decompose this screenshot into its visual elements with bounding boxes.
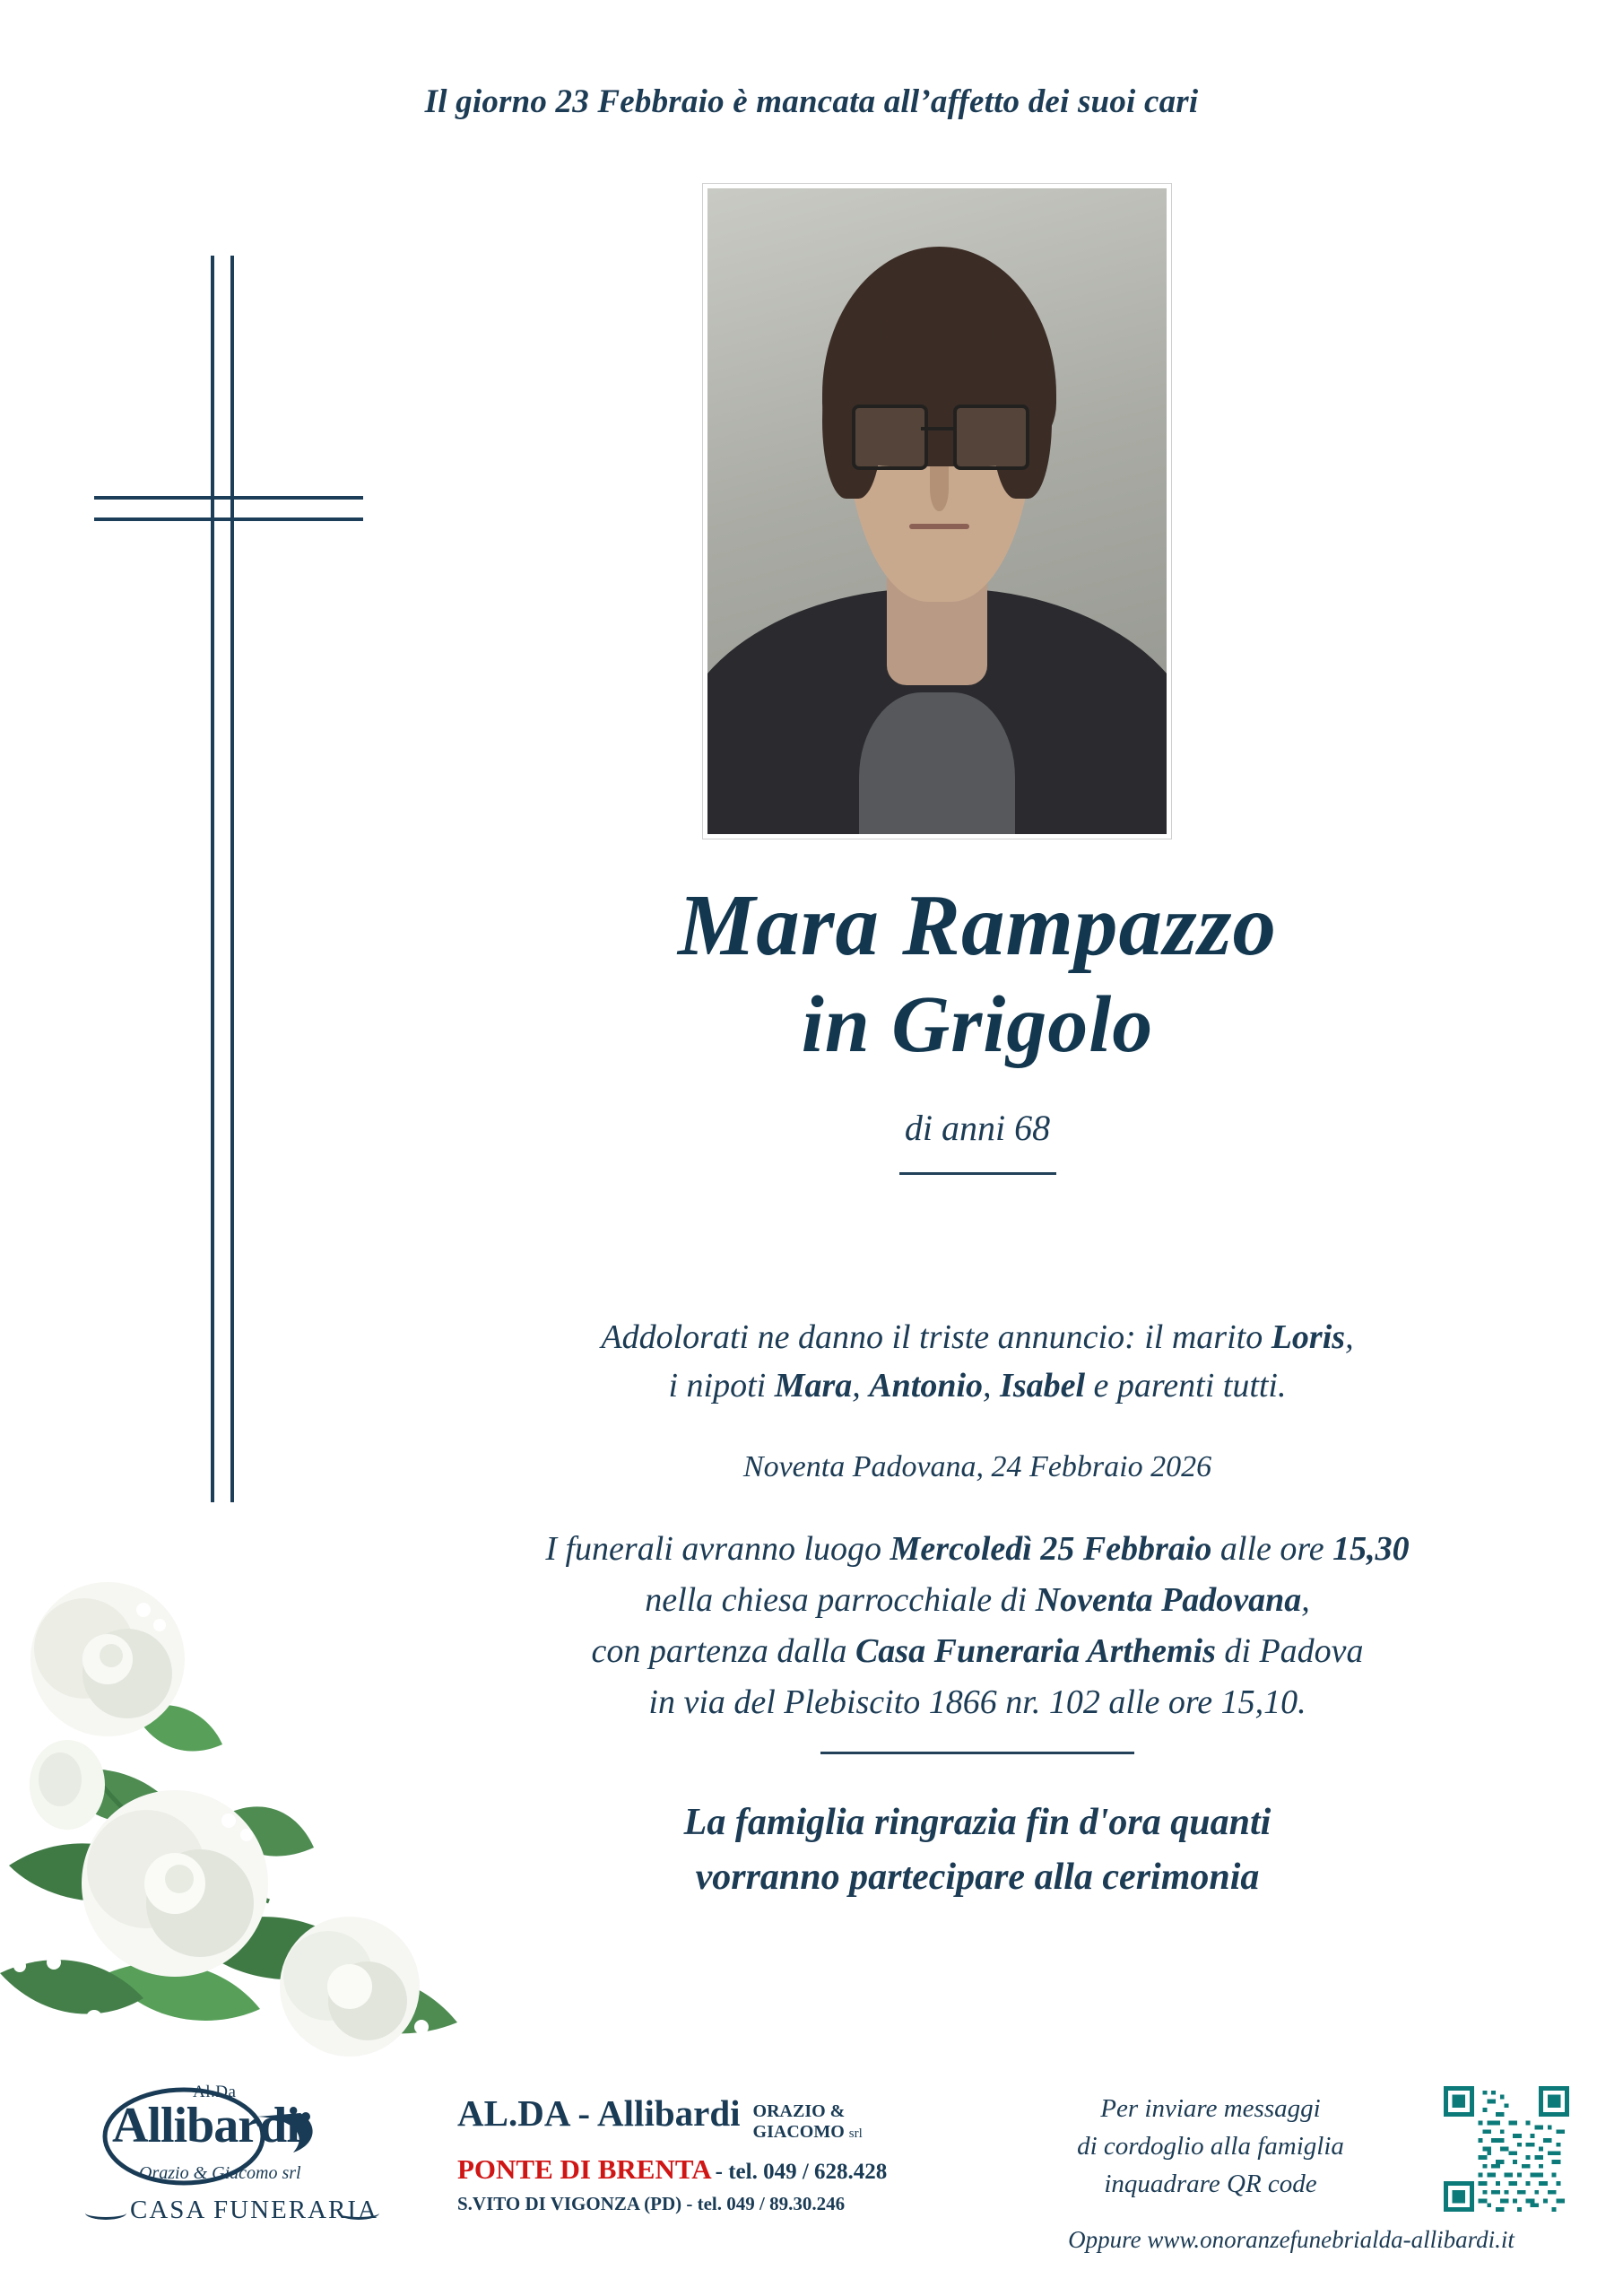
deceased-name-line2: in Grigolo (801, 979, 1154, 1069)
logo-allibardi-text: Allibardi (112, 2098, 299, 2153)
mourners-line-1 (377, 1314, 1578, 1362)
funeral-line-3 (377, 1626, 1578, 1677)
portrait-photo (703, 184, 1171, 839)
funeral-time: 15,30 (1332, 1529, 1410, 1568)
agency-owner-line1: ORAZIO & (752, 2101, 846, 2122)
funeral-home: Casa Funeraria Arthemis (855, 1631, 1216, 1670)
swirl-left-icon (85, 2206, 126, 2220)
funeral-l1-pre: I funerali avranno luogo (545, 1529, 890, 1568)
funeral-line-4: in via del Plebiscito 1866 nr. 102 alle ore 15,10. (648, 1683, 1306, 1721)
agency-phone: - tel. 049 / 628.428 (715, 2160, 888, 2185)
divider (899, 1172, 1056, 1175)
funeral-home-logo (85, 2081, 381, 2251)
funeral-line-1 (377, 1524, 1578, 1575)
agency-owner-line2: GIACOMO (752, 2122, 845, 2143)
place-and-date: Noventa Padovana, 24 Febbraio 2026 (742, 1449, 1212, 1483)
mourners-line-2 (377, 1362, 1578, 1411)
mourners-line1-pre: Addolorati ne danno il triste annuncio: il marito (601, 1318, 1271, 1356)
logo-alda-text: Al.Da (193, 2083, 237, 2101)
funeral-l3-pre: con partenza dalla (591, 1631, 855, 1670)
sep-1: , (852, 1366, 870, 1405)
funeral-l2-pre: nella chiesa parrocchiale di (645, 1580, 1036, 1619)
mourners-line2-pre: i nipoti (668, 1366, 775, 1405)
logo-owners-text: Orazio & Giacomo srl (139, 2163, 301, 2183)
website-url: Oppure www.onoranzefunebrialda-allibardi.it (1068, 2226, 1515, 2253)
thanks-line-1: La famiglia ringrazia fin d'ora quanti (683, 1801, 1271, 1843)
divider-lower (820, 1752, 1134, 1754)
funeral-l2-post: , (1301, 1580, 1310, 1619)
qr-line-2: di cordoglio alla famiglia (1077, 2132, 1344, 2161)
qr-instructions (986, 2090, 1435, 2203)
funeral-l1-mid: alle ore (1211, 1529, 1333, 1568)
deceased-age: di anni 68 (904, 1108, 1051, 1149)
footer (0, 2072, 1623, 2296)
agency-title: AL.DA - Allibardi (457, 2092, 741, 2134)
funeral-line-2 (377, 1575, 1578, 1626)
logo-casa-funeraria-text: CASA FUNERARIA (130, 2196, 378, 2224)
qr-line-3: inquadrare QR code (1104, 2170, 1317, 2199)
agency-second-location: S.VITO DI VIGONZA (PD) - tel. 049 / 89.30.246 (457, 2193, 846, 2215)
sep-2: , (983, 1366, 1001, 1405)
funeral-church: Noventa Padovana (1035, 1580, 1302, 1619)
funeral-details (377, 1524, 1578, 1728)
swirl-right-icon (338, 2206, 379, 2220)
body-block (377, 1314, 1578, 1905)
nephew-3: Isabel (1000, 1366, 1086, 1405)
thanks-line-2: vorranno partecipare alla cerimonia (695, 1856, 1260, 1898)
nephew-2: Antonio (869, 1366, 984, 1405)
mourners-paragraph (377, 1314, 1578, 1411)
name-block (386, 879, 1569, 1175)
funeral-l3-post: di Padova (1215, 1631, 1364, 1670)
agency-details (457, 2092, 959, 2215)
mourners-husband: Loris (1271, 1318, 1346, 1356)
mourners-line1-post: , (1345, 1318, 1354, 1356)
nephew-1: Mara (774, 1366, 853, 1405)
qr-code[interactable] (1444, 2086, 1569, 2212)
qr-line-1: Per inviare messaggi (1100, 2094, 1321, 2123)
thanks-message (377, 1796, 1578, 1905)
agency-city: PONTE DI BRENTA (457, 2153, 712, 2186)
cross-icon (94, 256, 390, 1529)
agency-owners (753, 2101, 863, 2143)
deceased-name-line1: Mara Rampazzo (678, 877, 1277, 973)
agency-srl: srl (848, 2126, 863, 2142)
announcement-text: Il giorno 23 Febbraio è mancata all’affetto dei suoi cari (424, 83, 1199, 120)
mourners-line2-post: e parenti tutti. (1085, 1366, 1287, 1405)
funeral-date: Mercoledì 25 Febbraio (890, 1529, 1212, 1568)
